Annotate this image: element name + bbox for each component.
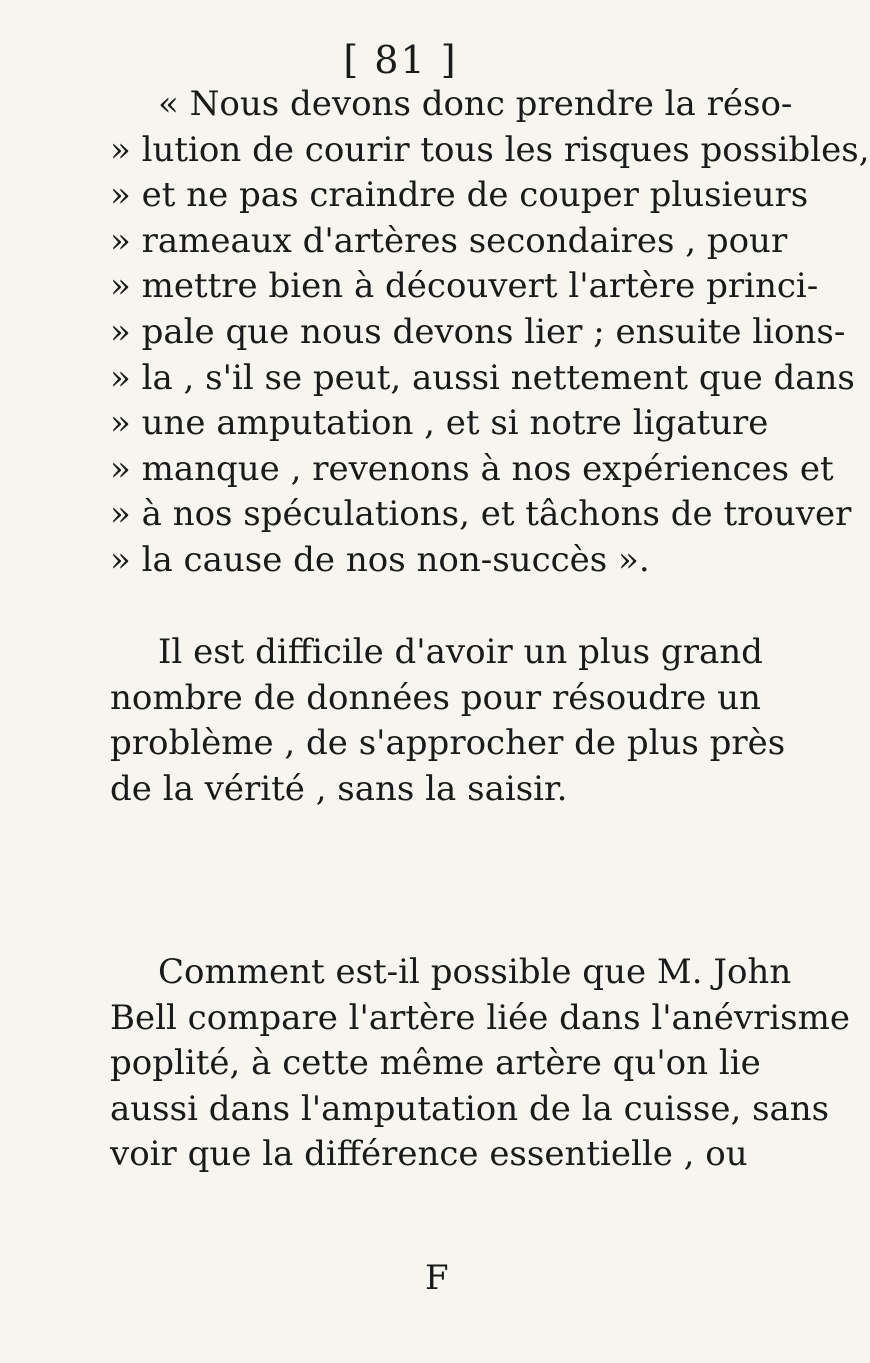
text-line: » une amputation , et si notre ligature bbox=[110, 403, 769, 444]
text-line: » à nos spéculations, et tâchons de trouver bbox=[110, 494, 852, 535]
text-line: » rameaux d'artères secondaires , pour bbox=[110, 220, 788, 261]
paragraph-2 bbox=[110, 630, 786, 812]
text-line: » pale que nous devons lier ; ensuite lions- bbox=[110, 311, 846, 352]
text-line: problème , de s'approcher de plus près bbox=[110, 723, 786, 764]
text-line: Bell compare l'artère liée dans l'anévrisme bbox=[110, 997, 850, 1038]
text-line: » mettre bien à découvert l'artère princi- bbox=[110, 266, 819, 307]
text-line: Il est difficile d'avoir un plus grand bbox=[158, 632, 763, 672]
text-line: de la vérité , sans la saisir. bbox=[110, 768, 568, 809]
text-line: poplité, à cette même artère qu'on lie bbox=[110, 1043, 761, 1084]
paragraph-3 bbox=[110, 950, 850, 1178]
text-line: voir que la différence essentielle , ou bbox=[110, 1134, 748, 1175]
signature-mark: F bbox=[425, 1258, 449, 1298]
text-line: » la cause de nos non-succès ». bbox=[110, 539, 650, 580]
text-line: aussi dans l'amputation de la cuisse, sans bbox=[110, 1088, 830, 1129]
text-line: » et ne pas craindre de couper plusieurs bbox=[110, 175, 809, 216]
text-line: Comment est-il possible que M. John bbox=[158, 952, 792, 992]
text-line: « Nous devons donc prendre la réso- bbox=[158, 84, 793, 124]
quote-paragraph bbox=[110, 82, 870, 584]
text-line: » la , s'il se peut, aussi nettement que dans bbox=[110, 357, 855, 398]
text-line: nombre de données pour résoudre un bbox=[110, 677, 761, 718]
text-line: » lution de courir tous les risques possibles, bbox=[110, 129, 870, 170]
page-number: [ 81 ] bbox=[343, 38, 458, 82]
text-line: » manque , revenons à nos expériences et bbox=[110, 448, 834, 489]
